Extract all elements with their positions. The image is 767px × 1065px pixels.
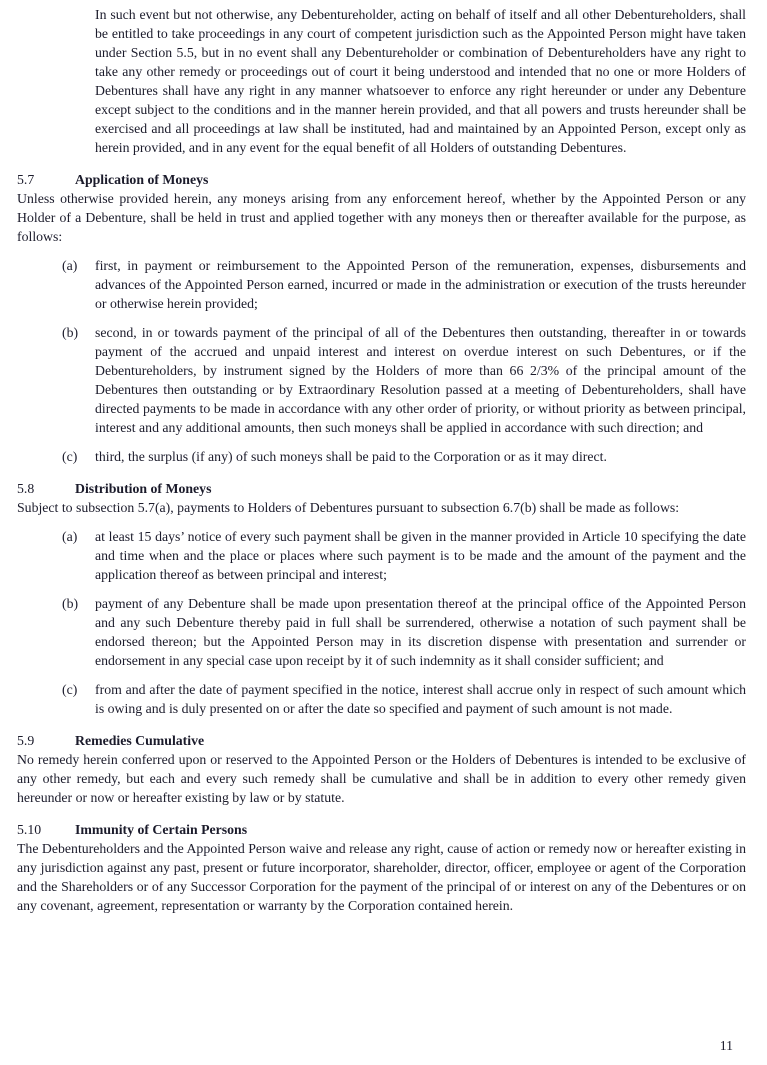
section-heading [17, 479, 746, 498]
section-body: The Debentureholders and the Appointed Person waive and release any right, cause of action or remedy now or hereafter existing in any jurisdiction against any past, present or future incorporator, shareholder, director, officer, employee or agent of the Corporation and the Shareholders or of any Successor Corporation for the payment of the principal of or interest on any of the Debentures or on any covenant, agreement, representation or warranty by the Corporation contained herein. [17, 841, 746, 913]
section-title: Application of Moneys [75, 172, 209, 187]
list-item-text: from and after the date of payment specified in the notice, interest shall accrue only in respect of such amount which is owing and is duly presented on or after the date so specified and payment of such amount is not made. [95, 682, 746, 716]
section-remedies-cumulative [17, 731, 746, 807]
section-number: 5.9 [17, 733, 35, 748]
section-heading [17, 820, 746, 839]
section-title: Immunity of Certain Persons [75, 822, 248, 837]
section-number: 5.7 [17, 172, 35, 187]
section-heading [17, 731, 746, 750]
section-distribution-of-moneys [17, 479, 746, 718]
list-item-text: second, in or towards payment of the principal of all of the Debentures then outstanding, thereafter in or towards payment of the accrued and unpaid interest and interest on overdue interest on such Debentures, or if the Debentureholders, by instrument signed by the Holders of more than 66 2/3% of the principal amount of the Debentures then outstanding or by Extraordinary Resolution passed at a meeting of Debentureholders, shall have directed payments to be made in accordance with any other order of priority, or without priority as between principal, interest and any additional amounts, then such moneys shall be applied in accordance with such direction; and [95, 325, 746, 435]
list-item-a [62, 527, 746, 584]
section-body: Unless otherwise provided herein, any moneys arising from any enforcement hereof, whether by the Appointed Person or any Holder of a Debenture, shall be held in trust and applied together with any moneys then or thereafter available for the purpose, as follows: [17, 191, 746, 244]
list-item-label: (a) [62, 258, 78, 273]
list-item-text: first, in payment or reimbursement to the Appointed Person of the remuneration, expenses, disbursements and advances of the Appointed Person earned, incurred or made in the administration or execution of the trusts hereunder or otherwise herein provided; [95, 258, 746, 311]
list-item-c [62, 680, 746, 718]
list-item-b [62, 323, 746, 437]
list-item-c [62, 447, 746, 466]
section-number: 5.8 [17, 481, 35, 496]
list-item-text: at least 15 days’ notice of every such payment shall be given in the manner provided in Article 10 specifying the date and time when and the place or places where such payment is to be made and the amount of the payment and the application thereof as between principal and interest; [95, 529, 746, 582]
section-body: Subject to subsection 5.7(a), payments to Holders of Debentures pursuant to subsection 6.7(b) shall be made as follows: [17, 500, 680, 515]
list-item-label: (a) [62, 529, 78, 544]
intro-paragraph: In such event but not otherwise, any Debentureholder, acting on behalf of itself and all other Debentureholders, shall be entitled to take proceedings in any court of competent jurisdiction such as the Appointed Person might have taken under Section 5.5, but in no event shall any Debentureholder or combination of Debentureholders have any right to take any other remedy or proceedings out of court it being understood and intended that no one or more Holders of Debentures shall have any right in any manner whatsoever to enforce any right hereunder or under any Debenture except subject to the conditions and in the manner herein provided, and that all powers and trusts hereunder shall be exercised and all proceedings at law shall be instituted, had and maintained by an Appointed Person, except only as herein provided, and in any event for the equal benefit of all Holders of outstanding Debentures. [95, 7, 746, 155]
page-number: 11 [719, 1038, 733, 1053]
list-item-text: payment of any Debenture shall be made upon presentation thereof at the principal office of the Appointed Person and any such Debenture thereby paid in full shall be surrendered, otherwise a notation of such payment shall be endorsed thereon; but the Appointed Person may in its discretion dispense with presentation and surrender or endorsement in any special case upon receipt by it of such indemnity as it shall consider sufficient; and [95, 596, 746, 668]
list-item-label: (c) [62, 449, 78, 464]
section-immunity-of-certain-persons [17, 820, 746, 915]
section-number: 5.10 [17, 822, 42, 837]
section-heading [17, 170, 746, 189]
section-body: No remedy herein conferred upon or reserved to the Appointed Person or the Holders of Debentures is intended to be exclusive of any other remedy, but each and every such remedy shall be cumulative and shall be in addition to every other remedy given hereunder or now or hereafter existing by law or by statute. [17, 752, 746, 805]
list-item-label: (b) [62, 325, 79, 340]
section-application-of-moneys [17, 170, 746, 466]
list-item-label: (b) [62, 596, 79, 611]
list-item-a [62, 256, 746, 313]
list-item-label: (c) [62, 682, 78, 697]
list-item-b [62, 594, 746, 670]
section-title: Remedies Cumulative [75, 733, 205, 748]
list-item-text: third, the surplus (if any) of such moneys shall be paid to the Corporation or as it may direct. [95, 449, 607, 464]
section-title: Distribution of Moneys [75, 481, 212, 496]
